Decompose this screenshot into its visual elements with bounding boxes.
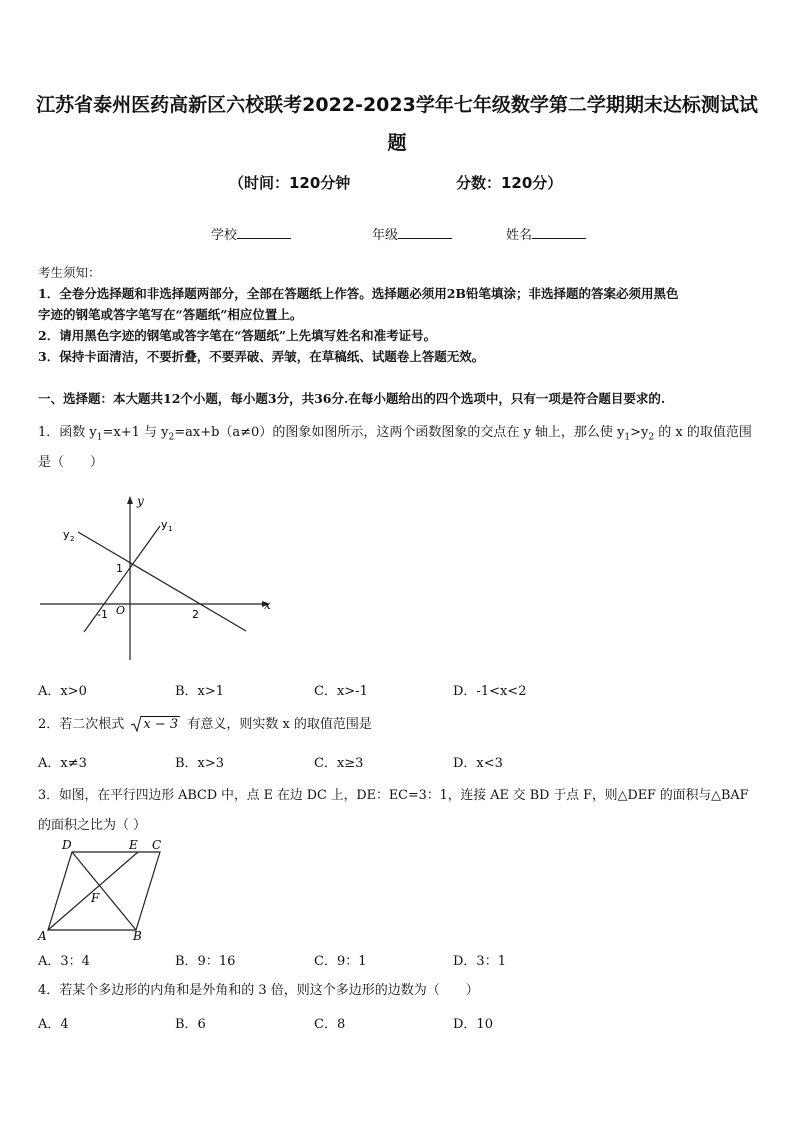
- point-f-label: F: [91, 891, 100, 905]
- origin-label: O: [116, 604, 126, 617]
- exam-score: 分数：120分）: [456, 174, 563, 192]
- question-3-stem: 3．如图，在平行四边形 ABCD 中，点 E 在边 DC 上，DE：EC=3：1，连接 AE 交 BD 于点 F，则△DEF 的面积与△BAF: [38, 788, 749, 803]
- grade-blank: [398, 225, 452, 239]
- name-label: 姓名: [506, 228, 533, 243]
- question-1-stem-continued: 是（ ）: [38, 455, 104, 470]
- question-2-stem: [38, 714, 372, 735]
- school-label: 学校: [211, 228, 238, 243]
- q3-option-b: B．9：16: [175, 954, 236, 969]
- question-3-stem-continued: 的面积之比为（ ）: [38, 818, 147, 833]
- section-heading: 一、选择题：本大题共12个小题，每小题3分，共36分.在每小题给出的四个选项中，只有一项是符合题目要求的.: [38, 391, 666, 406]
- q1-text: 1．函数 y: [38, 425, 97, 440]
- q1-text: >y: [630, 425, 649, 440]
- q1-sub: 2: [168, 432, 175, 443]
- q1-option-c: C．x>-1: [314, 684, 368, 699]
- page-title-continued: 题: [387, 132, 407, 154]
- q2-option-d: D．x<3: [453, 756, 503, 771]
- parallelogram-figure: [36, 836, 170, 944]
- notice-item: 3．保持卡面清洁，不要折叠，不要弄破、弄皱，在草稿纸、试题卷上答题无效。: [38, 349, 485, 364]
- y-axis-label: y: [137, 494, 144, 508]
- exam-time: （时间：120分钟: [229, 174, 351, 192]
- intercept-label: 1: [116, 562, 123, 575]
- q1-sub: 2: [648, 432, 655, 443]
- school-blank: [237, 225, 291, 239]
- school-field: [211, 224, 291, 243]
- page-title: 江苏省泰州医药高新区六校联考2022-2023学年七年级数学第二学期期末达标测试试: [36, 94, 758, 116]
- q1-sub: 1: [96, 432, 103, 443]
- q1-option-d: D．-1<x<2: [453, 684, 527, 699]
- q2-option-b: B．x>3: [175, 756, 225, 771]
- vertex-c-label: C: [152, 838, 162, 852]
- q3-option-d: D．3：1: [453, 954, 506, 969]
- q4-option-b: B．6: [175, 1017, 206, 1032]
- y1-label: y: [161, 518, 168, 531]
- grade-field: [372, 224, 452, 243]
- q4-option-a: A．4: [38, 1017, 69, 1032]
- y2-label-sub: 2: [70, 535, 75, 543]
- q2-option-c: C．x≥3: [314, 756, 364, 771]
- q1-option-a: A．x>0: [38, 684, 87, 699]
- q2-option-a: A．x≠3: [38, 756, 87, 771]
- name-blank: [532, 225, 586, 239]
- segment-bd: [72, 852, 136, 930]
- q2-radical: [131, 714, 180, 735]
- point-e-label: E: [129, 838, 138, 852]
- question-1-stem: [38, 422, 758, 449]
- q1-text: =x+1 与 y: [102, 425, 169, 440]
- q4-option-c: C．8: [314, 1017, 346, 1032]
- q1-text: =ax+b（a≠0）的图象如图所示，这两个函数图象的交点在 y 轴上，那么使 y: [174, 425, 625, 440]
- vertex-a-label: A: [38, 929, 47, 943]
- q2-radicand: x − 3: [143, 717, 179, 732]
- two-label: 2: [192, 608, 199, 621]
- y-axis-arrow: [127, 496, 133, 504]
- notice-item: 字迹的钢笔或答字笔写在“答题纸”相应位置上。: [38, 307, 303, 322]
- y2-label: y: [63, 528, 70, 541]
- notice-item: 1．全卷分选择题和非选择题两部分，全部在答题纸上作答。选择题必须用2B铅笔填涂；非选择题的答案必须用黑色: [38, 286, 679, 301]
- q3-option-c: C．9：1: [314, 954, 367, 969]
- q3-option-a: A．3：4: [38, 954, 90, 969]
- y1-label-sub: 1: [168, 525, 173, 533]
- q4-option-d: D．10: [453, 1017, 493, 1032]
- q1-text: 的 x 的取值范围: [654, 425, 752, 440]
- name-field: [506, 224, 586, 243]
- q1-option-b: B．x>1: [175, 684, 225, 699]
- x-axis-label: x: [264, 598, 271, 612]
- question-4-stem: 4．若某个多边形的内角和是外角和的 3 倍，则这个多边形的边数为（ ）: [38, 983, 479, 998]
- grade-label: 年级: [372, 228, 399, 243]
- q2-text-before: 2．若二次根式: [38, 717, 125, 732]
- exam-notice: [38, 262, 758, 367]
- vertex-b-label: B: [133, 929, 142, 943]
- q1-sub: 1: [624, 432, 631, 443]
- neg-one-label: -1: [97, 608, 108, 621]
- radical-sign-icon: [131, 716, 141, 732]
- q2-text-after: 有意义，则实数 x 的取值范围是: [187, 717, 372, 732]
- notice-heading: 考生须知：: [38, 265, 101, 280]
- vertex-d-label: D: [62, 838, 72, 852]
- notice-item: 2．请用黑色字迹的钢笔或答字笔在“答题纸”上先填写姓名和准考证号。: [38, 328, 437, 343]
- linear-functions-graph: [36, 490, 276, 665]
